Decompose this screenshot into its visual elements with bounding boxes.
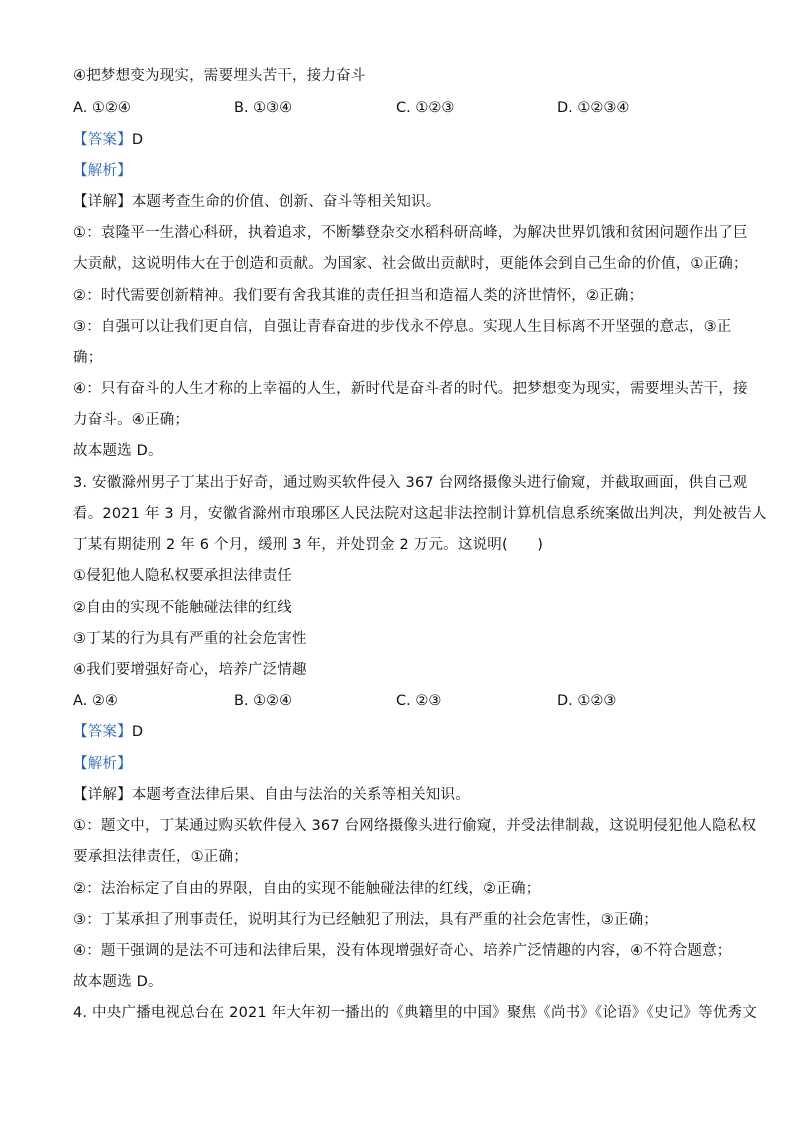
analysis-tag: 【解析】: [73, 756, 132, 772]
q2-explain-line: 确；: [73, 350, 103, 366]
detail-text: 本题考查生命的价值、创新、奋斗等相关知识。: [131, 194, 441, 210]
q2-explain-line: ①：袁隆平一生潜心科研，执着追求，不断攀登杂交水稻科研高峰，为解决世界饥饿和贫困问题作出了巨: [73, 225, 748, 241]
q3-detail-line: [73, 785, 470, 805]
q2-explain-line: ④：只有奋斗的人生才称的上幸福的人生，新时代是奋斗者的时代。把梦想变为现实，需要埋头苦干，接: [73, 381, 748, 397]
q3-option-a: A. ②④: [73, 693, 118, 709]
q2-option-b: B. ①③④: [234, 100, 293, 116]
q2-detail-line: [73, 192, 441, 212]
answer-value: D: [131, 132, 144, 148]
q3-item-2: ②自由的实现不能触碰法律的红线: [73, 600, 292, 616]
q2-option-c: C. ①②③: [396, 100, 455, 116]
q3-explain-line: 要承担法律责任，①正确；: [73, 849, 248, 865]
q2-answer-line: [73, 130, 143, 150]
answer-tag: 【答案】: [73, 724, 132, 740]
q2-analysis-tag: [73, 161, 132, 181]
q2-explain-line: ③：自强可以让我们更自信，自强让青春奋进的步伐永不停息。实现人生目标离不开坚强的意志，③正: [73, 319, 732, 335]
q2-conclusion: 故本题选 D。: [73, 443, 163, 459]
q3-explain-line: ④：题干强调的是法不可违和法律后果，没有体现增强好奇心、培养广泛情趣的内容，④不符合题意；: [73, 943, 732, 959]
q3-stem-line: 丁某有期徒刑 2 年 6 个月，缓刑 3 年，并处罚金 2 万元。这说明( ): [73, 537, 544, 553]
q3-conclusion: 故本题选 D。: [73, 974, 163, 990]
q3-option-c: C. ②③: [396, 693, 442, 709]
q3-analysis-tag: [73, 754, 132, 774]
q3-stem-line: 3. 安徽滁州男子丁某出于好奇，通过购买软件侵入 367 台网络摄像头进行偷窥，并截取画面，供自己观: [73, 475, 748, 491]
q2-explain-line: ②：时代需要创新精神。我们要有舍我其谁的责任担当和造福人类的济世情怀，②正确；: [73, 288, 644, 304]
answer-tag: 【答案】: [73, 132, 132, 148]
detail-tag: 【详解】: [73, 787, 132, 803]
q2-option-a: A. ①②④: [73, 100, 131, 116]
q3-item-4: ④我们要增强好奇心，培养广泛情趣: [73, 662, 307, 678]
detail-tag: 【详解】: [73, 194, 132, 210]
analysis-tag: 【解析】: [73, 163, 132, 179]
q3-item-1: ①侵犯他人隐私权要承担法律责任: [73, 568, 292, 584]
q3-stem-line: 看。2021 年 3 月，安徽省滁州市琅琊区人民法院对这起非法控制计算机信息系统案做出判决，判处被告人: [73, 506, 767, 522]
q3-explain-line: ①：题文中，丁某通过购买软件侵入 367 台网络摄像头进行偷窥，并受法律制裁，这说明侵犯他人隐私权: [73, 818, 757, 834]
q4-stem-line: 4. 中央广播电视总台在 2021 年大年初一播出的《典籍里的中国》聚焦《尚书》《论语》《史记》等优秀文: [73, 1005, 757, 1021]
q3-explain-line: ③：丁某承担了刑事责任，说明其行为已经触犯了刑法，具有严重的社会危害性，③正确；: [73, 912, 658, 928]
q3-option-d: D. ①②③: [557, 693, 617, 709]
answer-value: D: [131, 724, 144, 740]
q3-explain-line: ②：法治标定了自由的界限，自由的实现不能触碰法律的红线，②正确；: [73, 881, 541, 897]
q2-explain-line: 大贡献，这说明伟大在于创造和贡献。为国家、社会做出贡献时，更能体会到自己生命的价值，①正确；: [73, 256, 748, 272]
q3-option-b: B. ①②④: [234, 693, 293, 709]
q3-answer-line: [73, 722, 143, 742]
q2-explain-line: 力奋斗。④正确；: [73, 412, 190, 428]
q2-item-4: ④把梦想变为现实，需要埋头苦干，接力奋斗: [73, 68, 366, 84]
q3-item-3: ③丁某的行为具有严重的社会危害性: [73, 631, 307, 647]
detail-text: 本题考查法律后果、自由与法治的关系等相关知识。: [131, 787, 470, 803]
q2-option-d: D. ①②③④: [557, 100, 630, 116]
